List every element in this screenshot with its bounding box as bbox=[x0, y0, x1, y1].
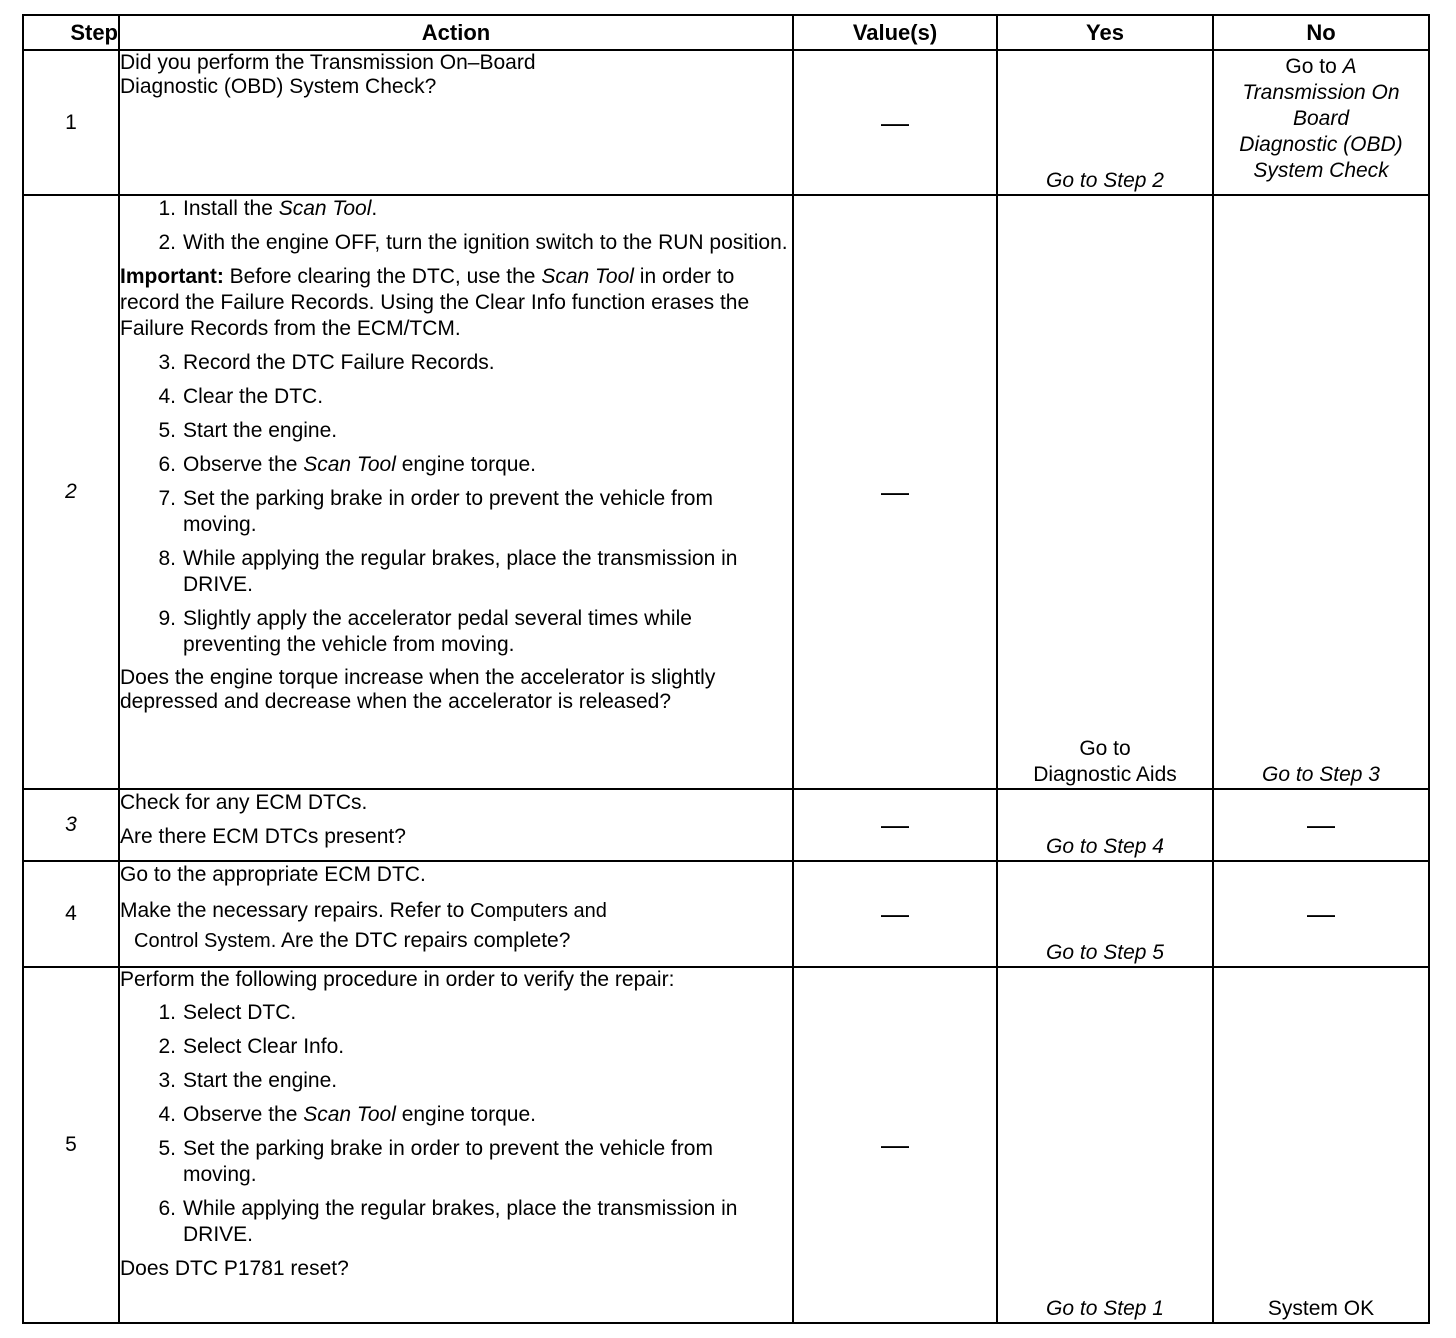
step-number: 1 bbox=[23, 50, 119, 195]
header-step: Step bbox=[23, 15, 119, 50]
action-cell bbox=[119, 195, 793, 789]
step-number: 3 bbox=[23, 789, 119, 861]
header-row bbox=[23, 15, 1429, 50]
table-row bbox=[23, 195, 1429, 789]
important-note: Important: Before clearing the DTC, use the Scan Tool in order to record the Failure Records. Using the Clear Info function erases the Failure Records from the ECM/TCM. bbox=[120, 265, 750, 340]
action-question: Are there ECM DTCs present? bbox=[120, 825, 406, 848]
list-item: 5. Start the engine. bbox=[158, 419, 338, 442]
header-values: Value(s) bbox=[793, 15, 997, 50]
no-link[interactable] bbox=[1213, 50, 1429, 195]
procedure-list bbox=[120, 1000, 792, 1248]
action-text: Diagnostic (OBD) System Check? bbox=[120, 75, 437, 98]
table-row bbox=[23, 789, 1429, 861]
list-item: 3. Record the DTC Failure Records. bbox=[158, 351, 495, 374]
yes-link[interactable]: Go to Step 1 bbox=[997, 967, 1213, 1323]
list-item: 4. Observe the Scan Tool engine torque. bbox=[158, 1103, 536, 1126]
value-cell: — bbox=[793, 50, 997, 195]
no-text: Go to bbox=[1285, 55, 1343, 78]
list-item: 8. While applying the regular brakes, place the transmission in DRIVE. bbox=[158, 547, 738, 596]
action-cell bbox=[119, 50, 793, 195]
table-row bbox=[23, 50, 1429, 195]
action-text: Go to the appropriate ECM DTC. bbox=[120, 863, 426, 886]
step-number: 2 bbox=[23, 195, 119, 789]
action-question: Does the engine torque increase when the accelerator is slightly depressed and decrease when the accelerator is released? bbox=[120, 666, 716, 713]
list-item: 3. Start the engine. bbox=[158, 1069, 338, 1092]
list-item: 6. While applying the regular brakes, place the transmission in DRIVE. bbox=[158, 1197, 738, 1246]
yes-link[interactable]: Go to Step 4 bbox=[997, 789, 1213, 861]
value-cell: — bbox=[793, 861, 997, 967]
action-question: Does DTC P1781 reset? bbox=[120, 1257, 349, 1280]
action-text: Check for any ECM DTCs. bbox=[120, 791, 368, 814]
action-question: Make the necessary repairs. Refer to Computers and Control System. Are the DTC repairs complete? bbox=[120, 899, 607, 952]
diagnostic-table bbox=[22, 14, 1430, 1324]
step-number: 5 bbox=[23, 967, 119, 1323]
list-item: 9. Slightly apply the accelerator pedal several times while preventing the vehicle from moving. bbox=[158, 607, 692, 656]
list-item: 7. Set the parking brake in order to prevent the vehicle from moving. bbox=[158, 487, 713, 536]
action-cell bbox=[119, 789, 793, 861]
value-cell: — bbox=[793, 195, 997, 789]
no-value: — bbox=[1213, 861, 1429, 967]
value-cell: — bbox=[793, 789, 997, 861]
header-no: No bbox=[1213, 15, 1429, 50]
yes-link[interactable]: Go to Step 2 bbox=[997, 50, 1213, 195]
action-text: Did you perform the Transmission On–Board bbox=[120, 51, 536, 74]
table-row bbox=[23, 861, 1429, 967]
list-item: 2. Select Clear Info. bbox=[158, 1035, 345, 1058]
list-item: 2. With the engine OFF, turn the ignition switch to the RUN position. bbox=[158, 231, 788, 254]
no-value: — bbox=[1213, 789, 1429, 861]
procedure-list bbox=[120, 350, 792, 658]
reference-link[interactable]: Computers and bbox=[470, 900, 607, 922]
no-text: Transmission On bbox=[1242, 81, 1400, 104]
action-cell bbox=[119, 861, 793, 967]
header-action: Action bbox=[119, 15, 793, 50]
value-cell: — bbox=[793, 967, 997, 1323]
no-text: System Check bbox=[1253, 159, 1389, 182]
no-text: Diagnostic (OBD) bbox=[1239, 133, 1403, 156]
list-item: 1. Install the Scan Tool. bbox=[158, 197, 378, 220]
yes-link[interactable]: Go to Diagnostic Aids bbox=[997, 195, 1213, 789]
list-item: 1. Select DTC. bbox=[158, 1001, 297, 1024]
action-cell bbox=[119, 967, 793, 1323]
action-text: Perform the following procedure in order to verify the repair: bbox=[120, 968, 675, 991]
list-item: 4. Clear the DTC. bbox=[158, 385, 324, 408]
procedure-list bbox=[120, 196, 792, 256]
header-yes: Yes bbox=[997, 15, 1213, 50]
list-item: 5. Set the parking brake in order to prevent the vehicle from moving. bbox=[158, 1137, 713, 1186]
step-number: 4 bbox=[23, 861, 119, 967]
no-text: A bbox=[1342, 55, 1357, 78]
table-row bbox=[23, 967, 1429, 1323]
no-text: Board bbox=[1292, 107, 1350, 130]
yes-link[interactable]: Go to Step 5 bbox=[997, 861, 1213, 967]
reference-link[interactable]: Control System. bbox=[134, 930, 277, 952]
list-item: 6. Observe the Scan Tool engine torque. bbox=[158, 453, 536, 476]
action-question bbox=[120, 51, 792, 99]
no-value: System OK bbox=[1213, 967, 1429, 1323]
no-link[interactable]: Go to Step 3 bbox=[1213, 195, 1429, 789]
